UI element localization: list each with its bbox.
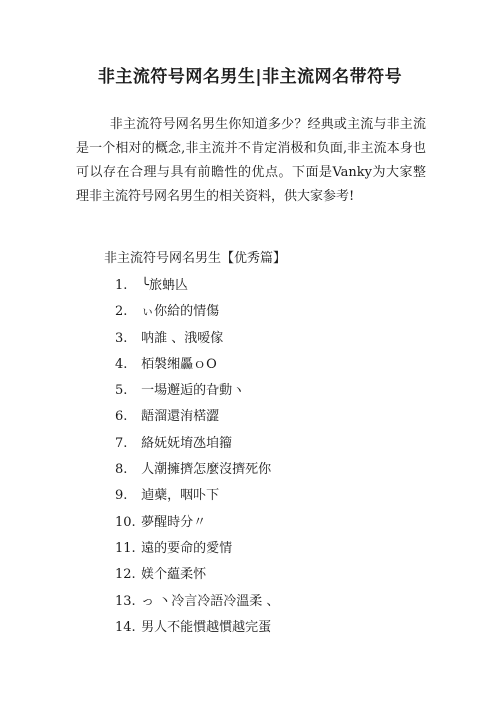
list-item-text: 一場邂逅的旮動ヽ [141,383,246,399]
list-item-number: 6. [115,409,128,425]
list-item-text: 龉溜還洧楛澀 [141,409,220,425]
list-item-number: 5. [115,383,128,399]
list-item-text: 夢醒時分〃 [141,514,207,530]
list-item [115,404,279,430]
list-item-number: 14. [115,619,136,635]
list-item-number: 13. [115,593,136,609]
list-item [115,299,279,325]
list-item-text: 栢褩缃厵ｏO [141,356,217,372]
list-item-text: っ 丶冷言冷語冷溫柔 、 [141,593,280,609]
list-item [115,510,279,536]
list-item-number: 8. [115,462,128,478]
list-item-number: 3. [115,330,128,346]
list-item [115,457,279,483]
name-list [115,273,279,641]
list-item-text: ╰旅蚺亾 [141,278,188,293]
list-item [115,562,279,588]
list-item-number: 9. [115,488,128,504]
list-item [115,589,279,615]
list-item [115,273,279,299]
list-item-text: 逌蘗，咽卟下 [141,488,220,504]
list-item [115,483,279,509]
list-item [115,615,279,641]
list-item [115,536,279,562]
list-item-number: 10. [115,514,136,530]
list-item [115,431,279,457]
list-item [115,378,279,404]
list-item-number: 12. [115,567,136,583]
intro-paragraph: 非主流符号网名男生你知道多少？经典或主流与非主流是一个相对的概念,非主流并不肯定消极和负面,非主流本身也可以存在合理与具有前瞻性的优点。下面是Vanky为大家整理非主流符号网名男生的相关资料，供大家参考! [76,117,426,204]
list-item-text: 遠的要命的愛情 [141,540,233,556]
list-item-number: 7. [115,435,128,451]
list-item-text: 呐誰 、涐嗳傢 [141,330,224,346]
list-item-number: 4. [115,356,128,372]
list-item-number: 1. [115,278,128,293]
list-item-text: 絡妩妩堉氹垍籀 [141,435,233,451]
list-item-text: ぃ你給的情傷 [141,304,220,320]
section-heading: 非主流符号网名男生【优秀篇】 [104,251,287,266]
list-item-text: 媄个藴柔怀 [141,567,207,583]
list-item [115,352,279,378]
document-title: 非主流符号网名男生|非主流网名带符号 [97,67,403,87]
list-item [115,326,279,352]
list-item-text: 男人不能慣越慣越完蛋 [141,619,272,635]
list-item-number: 2. [115,304,128,320]
list-item-text: 人潮擁擠怎麼沒擠死你 [141,462,272,478]
list-item-number: 11. [115,540,136,556]
